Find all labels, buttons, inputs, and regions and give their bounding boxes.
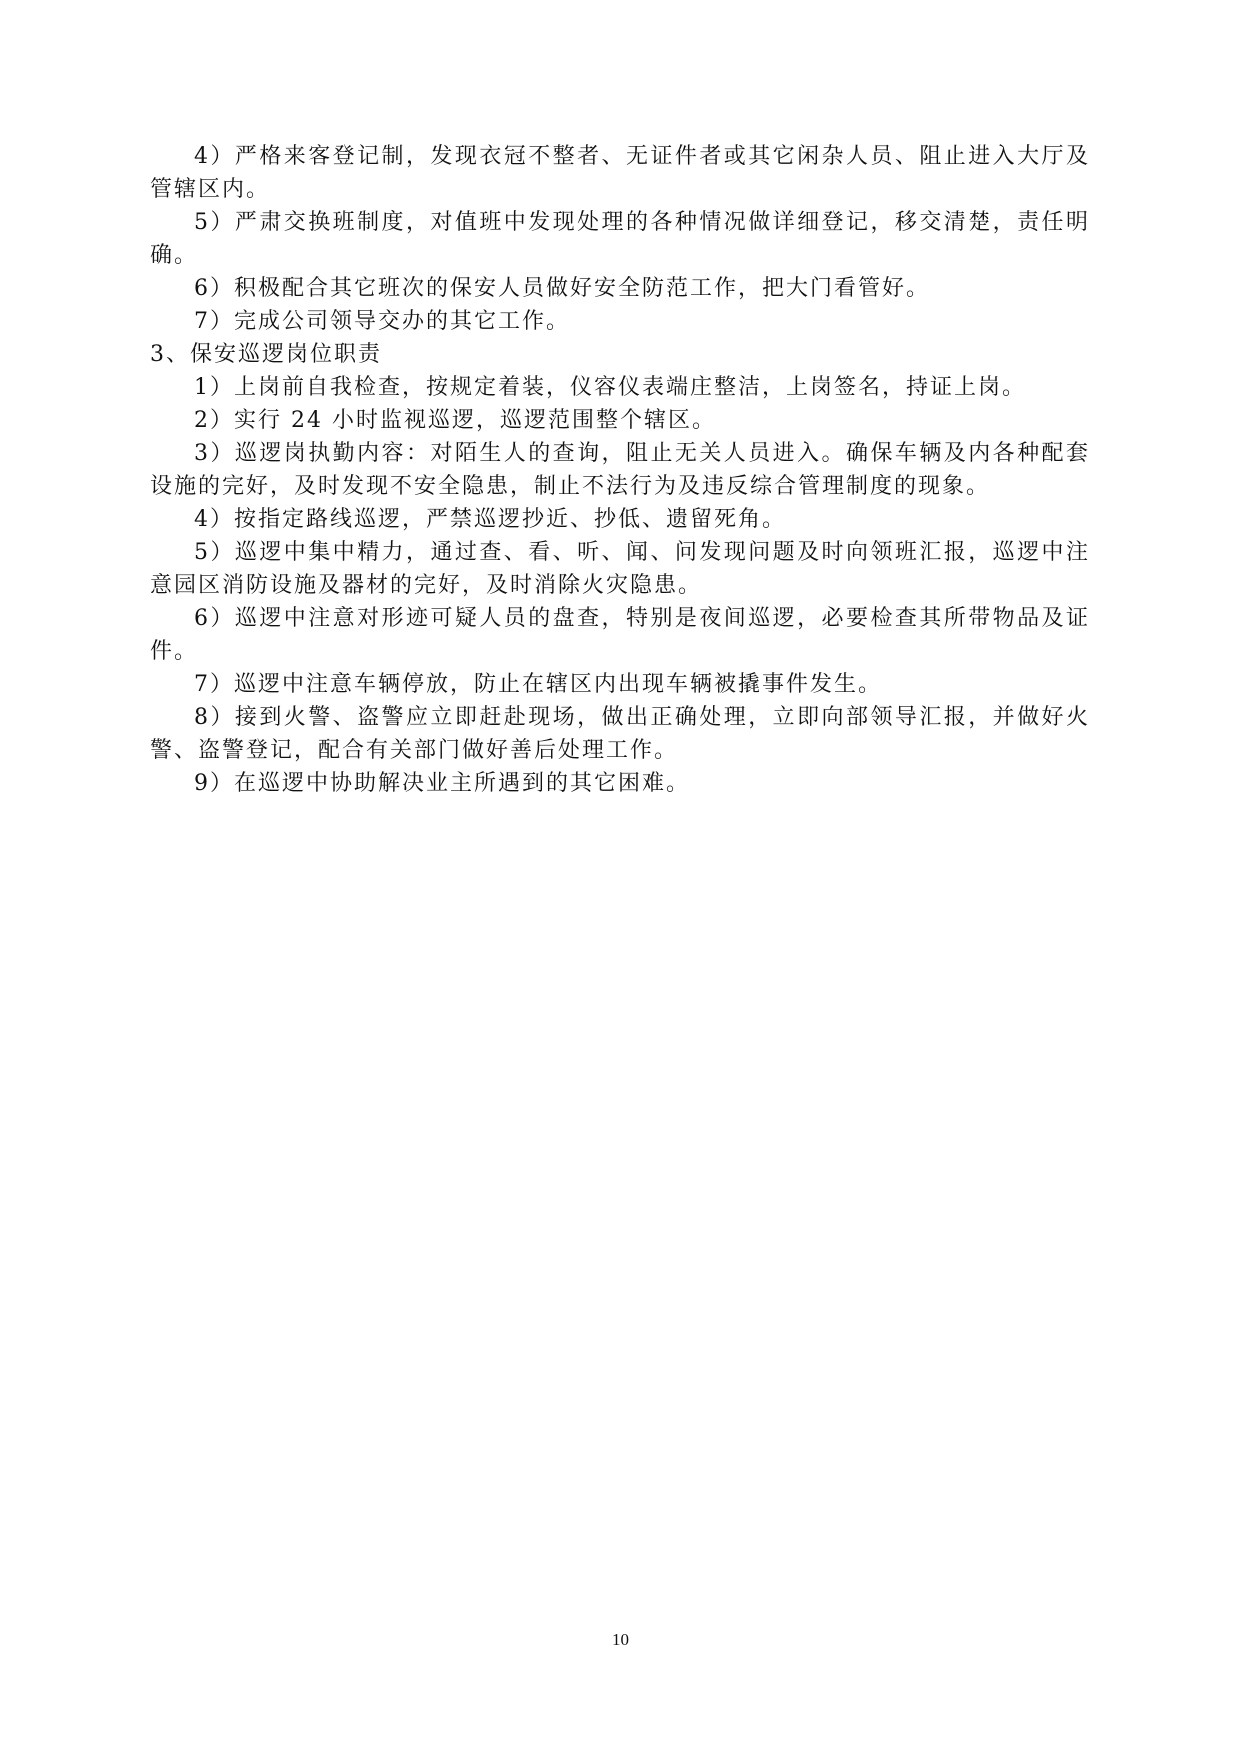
- paragraph-shift-handover: 5）严肃交换班制度，对值班中发现处理的各种情况做详细登记，移交清楚，责任明确。: [150, 210, 1090, 268]
- paragraph-other-tasks: 7）完成公司领导交办的其它工作。: [194, 309, 570, 334]
- paragraph-patrol-focus: 5）巡逻中集中精力，通过查、看、听、闻、问发现问题及时向领班汇报，巡逻中注意园区消防设施及器材的完好，及时消除火灾隐患。: [150, 540, 1090, 598]
- paragraph-vehicle-parking: 7）巡逻中注意车辆停放，防止在辖区内出现车辆被撬事件发生。: [194, 672, 882, 697]
- paragraph-cooperation: 6）积极配合其它班次的保安人员做好安全防范工作，把大门看管好。: [194, 276, 930, 301]
- page-number: 10: [612, 1630, 629, 1649]
- paragraph-visitor-registration: 4）严格来客登记制，发现衣冠不整者、无证件者或其它闲杂人员、阻止进入大厅及管辖区内。: [150, 144, 1090, 202]
- paragraph-fire-theft-alarm: 8）接到火警、盗警应立即赶赴现场，做出正确处理，立即向部领导汇报，并做好火警、盗警登记，配合有关部门做好善后处理工作。: [150, 705, 1090, 763]
- paragraph-assist-owners: 9）在巡逻中协助解决业主所遇到的其它困难。: [194, 771, 690, 796]
- paragraph-self-check: 1）上岗前自我检查，按规定着装，仪容仪表端庄整洁，上岗签名，持证上岗。: [194, 375, 1026, 400]
- section-heading-patrol-duties: 3、保安巡逻岗位职责: [150, 342, 382, 367]
- paragraph-patrol-content: 3）巡逻岗执勤内容：对陌生人的查询，阻止无关人员进入。确保车辆及内各种配套设施的完好，及时发现不安全隐患，制止不法行为及违反综合管理制度的现象。: [150, 441, 1090, 499]
- paragraph-patrol-route: 4）按指定路线巡逻，严禁巡逻抄近、抄低、遗留死角。: [194, 507, 786, 532]
- paragraph-suspicious-persons: 6）巡逻中注意对形迹可疑人员的盘查，特别是夜间巡逻，必要检查其所带物品及证件。: [150, 606, 1090, 664]
- paragraph-24h-patrol: 2）实行 24 小时监视巡逻，巡逻范围整个辖区。: [194, 408, 716, 433]
- document-body: [150, 140, 1090, 800]
